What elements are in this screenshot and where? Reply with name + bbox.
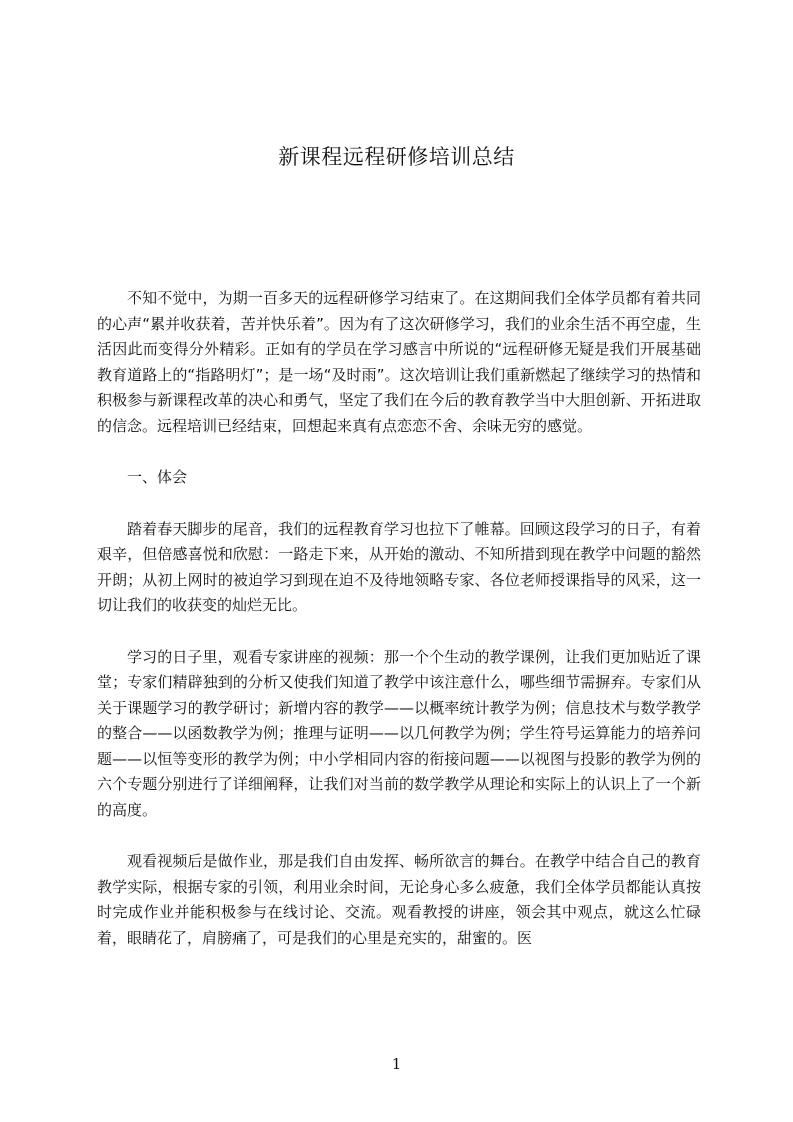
document-body (97, 286, 701, 951)
paragraph-intro: 不知不觉中，为期一百多天的远程研修学习结束了。在这期间我们全体学员都有着共同的心声“累并收获着，苦并快乐着”。因为有了这次研修学习，我们的业余生活不再空虚，生活因此而变得分外精彩。正如有的学员在学习感言中所说的“远程研修无疑是我们开展基础教育道路上的“指路明灯”；是一场“及时雨”。这次培训让我们重新燃起了继续学习的热情和积极参与新课程改革的决心和勇气，坚定了我们在今后的教育教学当中大胆创新、开拓进取的信念。远程培训已经结束，回想起来真有点恋恋不舍、余味无穷的感觉。 (97, 289, 701, 435)
paragraph-lectures: 学习的日子里，观看专家讲座的视频：那一个个生动的教学课例，让我们更加贴近了课堂；专家们精辟独到的分析又使我们知道了教学中该注意什么，哪些细节需摒弃。专家们从关于课题学习的教学研讨；新增内容的教学——以概率统计教学为例；信息技术与数学教学的整合——以函数教学为例；推理与证明——以几何教学为例；学生符号运算能力的培养问题——以恒等变形的教学为例；中小学相同内容的衔接问题——以视图与投影的教学为例的六个专题分别进行了详细阐释，让我们对当前的数学教学从理论和实际上的认识上了一个新的高度。 (97, 647, 701, 819)
paragraph-homework: 观看视频后是做作业，那是我们自由发挥、畅所欲言的舞台。在教学中结合自己的教育教学实际，根据专家的引领，利用业余时间，无论身心多么疲惫，我们全体学员都能认真按时完成作业并能积极参与在线讨论、交流。观看教授的讲座，领会其中观点，就这么忙碌着，眼睛花了，肩膀痛了，可是我们的心里是充实的，甜蜜的。医 (97, 852, 701, 947)
paragraph-gap (97, 823, 701, 849)
paragraph-gap (97, 619, 701, 645)
page-number: 1 (391, 1055, 402, 1073)
paragraph-gap (97, 439, 701, 465)
paragraph-spring: 踏着春天脚步的尾音，我们的远程教育学习也拉下了帷幕。回顾这段学习的日子，有着艰辛，但倍感喜悦和欣慰：一路走下来，从开始的激动、不知所措到现在教学中问题的豁然开朗；从初上网时的被迫学习到现在迫不及待地领略专家、各位老师授课指导的风采，这一切让我们的收获变的灿烂无比。 (97, 519, 701, 614)
document-title: 新课程远程研修培训总结 (278, 145, 515, 169)
paragraph-gap (97, 491, 701, 517)
section-heading: 一、体会 (127, 468, 188, 486)
